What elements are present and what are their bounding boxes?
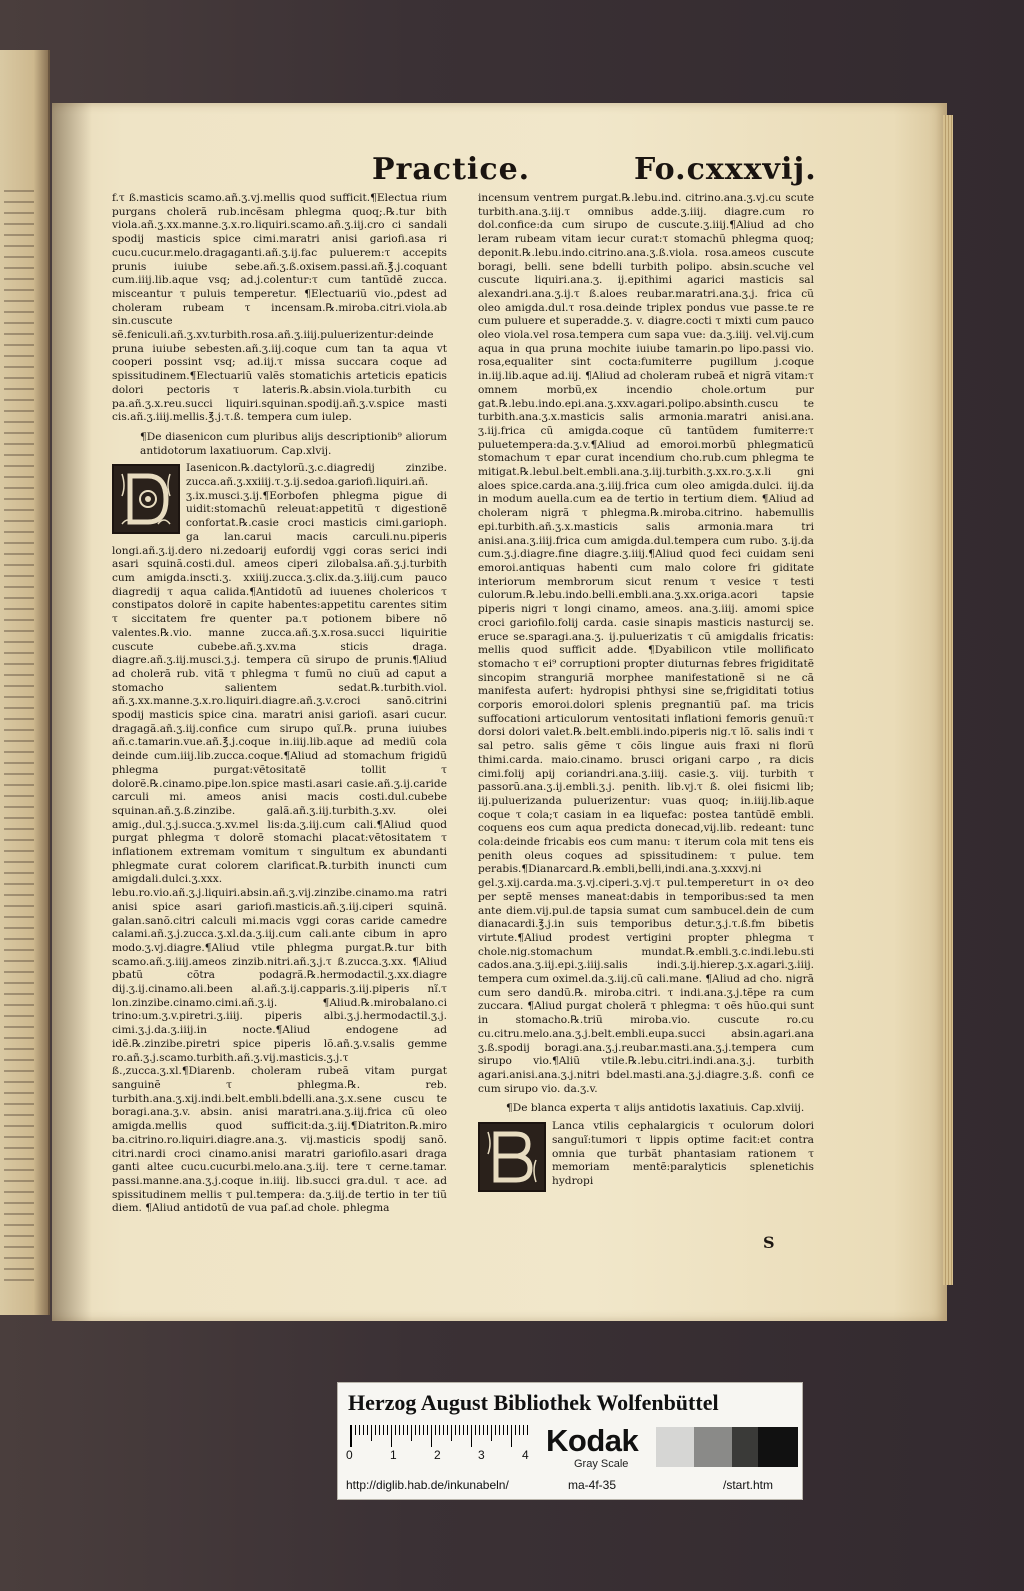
- ruler-number: 3: [478, 1448, 485, 1462]
- ruler-tick: [511, 1425, 512, 1447]
- left-paragraph-2: Iasenicon.℞.dactylorũ.ʒ.c.diagredij zinzibe. zucca.añ.ʒ.xxiiij.τ.ʒ.ij.sedoa.gariofi.liquiri.añ. ʒ.ix.musci.ʒ.ij.¶Eorbofen phlegma pigue di uidit:stomachũ releuat:appetitũ τ digestionẽ confortat.℞.casie croci masticis cimi.garioph. ga lan.carui macis carculi.nu.piperis longi.añ.ʒ.ij.dero ni.zedoarij eufordij vggi coras serici indi asari squinã.costi.dul. ameos ciperi zilobalsa.añ.ʒ.j.turbith cum amigda.inscti.ʒ. xxiiij.zucca.ʒ.clix.da.ʒ.iiij.cum pauco diagredij τ aqua calida.¶Antidotũ ad iuuenes cholericos τ constipatos dolorẽ in capite habentes:appetitu carentes sitim τ siccitatem fre quenter pa.τ potionem bibere nõ valentes.℞.vio. manne zucca.añ.ʒ.x.rosa.succi liquiritie cuscute cubebe.añ.ʒ.xv.ma sticis draga. diagre.añ.ʒ.iij.musci.ʒ.j. tempera cũ sirupo de prunis.¶Aliud ad cholerã rub. vitã τ phlegma τ fumũ no ciuũ ad caput a stomacho salientem sedat.℞.turbith.viol. añ.ʒ.xx.manne.ʒ.x.ro.liquiri.diagre.añ.ʒ.v.croci sanõ.citrini spodij masticis spice cina. maratri anisi garioſi. asari cucur. dragagã.añ.ʒ.iij.confice cum sirupo quĩ.℞. pruna iuiubes añ.c.tamarin.vue.añ.℥.j.coque in.iiij.lib.aque ad mediũ cola deinde cum.iiij.lib.zucca.coque.¶Aliud ad stomachum frigidũ phlegma purgat:vẽtositatẽ tollit τ dolorẽ.℞.cinamo.pipe.lon.spice masti.asari casie.añ.ʒ.ij.caride carculi mi. ameos anisi macis costi.dul.cubebe squinan.añ.ʒ.ß.zinzibe. galã.añ.ʒ.iij.turbith.ʒ.xv. olei amig.,dul.ʒ.j.succa.ʒ.xv.mel lis:da.ʒ.iij.cum cali.¶Aliud quod purgat phlegma τ dolorẽ stomachi placat:vẽtositatem τ inflationem extremam vomitum τ singultum ex abundanti phlegmate curat colorem clarificat.℞.turbith inuncti cum amigdali.dulci.ʒ.xxx. lebu.ro.vio.añ.ʒ.j.liquiri.absin.añ.ʒ.vij.zinzibe.cinamo.ma ratri anisi spice asari gariofi.masticis.añ.ʒ.iij.ciperi squinã. galan.sanõ.citri calculi mi.macis vggi coras caride camedre calami.añ.ʒ.j.zucca.ʒ.xl.da.ʒ.iij.cum cali.ante cibum in apro modo.ʒ.vj.diagre.¶Aliud vtile phlegma purgat.℞.tur bith scamo.añ.ʒ.iiij.ameos zinzib.nitri.añ.ʒ.j.τ ß.zucca.ʒ.xx. ¶Aliud pbatũ cõtra podagrã.℞.hermodactil.ʒ.xx.diagre dij.ʒ.ij.cinamo.ali.been al.añ.ʒ.ij.capparis.ʒ.iij.piperis nĩ.τ lon.zinzibe.cinamo.cimi.añ.ʒ.ij. ¶Aliud.℞.mirobalano.ci trino:um.ʒ.v.piretri.ʒ.iiij. piperis albi.ʒ.j.hermodactil.ʒ.j. cimi.ʒ.j.da.ʒ.iiij.in nocte.¶Aliud endogene ad idẽ.℞.zinzibe.piretri spice piperis lõ.añ.ʒ.v.salis gemme ro.añ.ʒ.j.scamo.turbith.añ.ʒ.vij.masticis.ʒ.j.τ ß.,zucca.ʒ.xl.¶Diarenb. choleram rubeã vitam purgat sanguinẽ τ phlegma.℞. reb. turbith.ana.ʒ.xij.indi.belt.embli.bdelli.ana.ʒ.x.sene cuscu te boragi.ana.ʒ.v. absin. anisi maratri.ana.ʒ.iij.frica cũ oleo amigda.mellis quod sufficit:da.ʒ.iij.¶Diatriton.℞.miro ba.citrino.ro.liquiri.diagre.ana.ʒ. vij.masticis spodij sanõ. citri.nardi croci cinamo.anisi maratri gariofilo.asari draga ganti altee cucu.cucurbi.melo.ana.ʒ.iij. tere τ cerne.tamar. passi.manne.ana.ʒ.j.coque in.iiij. lib.succi gra.dul. τ ace. ad spissitudinem mellis τ pul.tempera: da.ʒ.iij.de tertio in ter tiũ diem. ¶Aliud antidotũ de vua paſ.ad chole. phlegma: [112, 462, 447, 1215]
- ruler-tick: [371, 1425, 372, 1441]
- ruler-tick: [447, 1425, 448, 1435]
- ruler-tick: [411, 1425, 412, 1441]
- page-stack-edge: [943, 115, 953, 1285]
- decorated-initial-b: [478, 1122, 546, 1192]
- ruler-tick: [391, 1425, 392, 1447]
- ruler-tick: [443, 1425, 444, 1435]
- ruler-tick: [395, 1425, 396, 1435]
- ruler-tick: [451, 1425, 452, 1441]
- ruler-tick: [387, 1425, 388, 1435]
- ruler-numbers: [346, 1448, 546, 1462]
- ruler-tick: [363, 1425, 364, 1435]
- gray-swatch-1: [656, 1427, 696, 1467]
- ruler-tick: [499, 1425, 500, 1435]
- left-paragraph-1: f.τ ß.masticis scamo.añ.ʒ.vj.mellis quod sufficit.¶Electua rium purgans cholerã rub.incẽsam phlegma quoq;.℞.tur bith viola.añ.ʒ.xx.manne.ʒ.x.ro.liquiri.scamo.añ.ʒ.iij.cro ci sandali spodij masticis spice cimi.maratri anisi gariofi.asa ri cucu.cucur.melo.dragaganti.añ.ʒ.ij.fac puluerem:τ accepits prunis iuiube sebe.añ.ʒ.ß.oxisem.passi.añ.℥.j.coquant cum.iiij.lib.aque vsq; ad.j.colentur:τ cum tantũdẽ zucca. misceantur τ puluis temperetur. ¶Electuariũ vio.,pdest ad choleram rubeam τ incensam.℞.miroba.citri.viola.ab sin.cuscute sẽ.feniculi.añ.ʒ.xv.turbith.rosa.añ.ʒ.iiij.puluerizentur:deinde pruna iuiube sebesten.añ.ʒ.iij.coque cum tan ta aqua vt cooperi possint vsq; ad.iij.τ missa succara coque ad spissitudinem.¶Electuariũ valẽs stomatichis arteticis epaticis dolori pectoris τ lateris.℞.absin.viola.turbith cu pa.añ.ʒ.x.reu.succi liquiri.squinan.spodij.añ.ʒ.v.spice masti cis.añ.ʒ.iiij.mellis.℥.j.τ.ß. tempera cum iulep.: [112, 192, 447, 424]
- ruler-tick: [503, 1425, 504, 1435]
- ruler-number: 0: [346, 1448, 353, 1462]
- right-text-column: [478, 192, 814, 1192]
- floral-initial-icon: [114, 466, 178, 532]
- facing-page-edge: [0, 50, 50, 1315]
- chapter-heading-47-cap: Cap.xlvij.: [281, 444, 332, 457]
- ruler-tick: [379, 1425, 380, 1435]
- ruler-number: 1: [390, 1448, 397, 1462]
- ruler-tick: [515, 1425, 516, 1435]
- ruler-number: 2: [434, 1448, 441, 1462]
- chapter-heading-48-cap: Cap.xlviij.: [750, 1102, 805, 1115]
- ruler-tick: [403, 1425, 404, 1435]
- ruler-tick: [407, 1425, 408, 1435]
- ruler-tick: [495, 1425, 496, 1435]
- gray-scale-label: Gray Scale: [574, 1458, 629, 1470]
- ruler-tick: [431, 1425, 432, 1447]
- ruler-tick: [415, 1425, 416, 1435]
- ruler-tick: [375, 1425, 376, 1435]
- library-color-card: [337, 1382, 803, 1500]
- ruler-tick: [383, 1425, 384, 1435]
- ruler-tick: [439, 1425, 440, 1435]
- chapter-heading-48: [506, 1102, 814, 1116]
- right-paragraph-1: incensum ventrem purgat.℞.lebu.ind. citrino.ana.ʒ.vj.cu scute turbith.ana.ʒ.iij.τ omnibus adde.ʒ.iiij. diagre.cum ro dol.confice:da cum sirupo de cuscute.ʒ.iiij.¶Aliud ad cho leram rubeam vitam iecur curat:τ stomachũ phlegma quoq; deponit.℞.lebu.indo.citrino.ana.ʒ.ß.viola. rosa.ameos cuscute boragi, belli. sene bdelli turbith polipo. absin.scuche vel cuscute liquiri.ana.ʒ. ij.epithimi agarici masticis sal alexandri.ana.ʒ.ij.τ ß.aloes reubar.maratri.ana.ʒ.j. frica cũ oleo amigda.dul.τ rosa.deinde triplex pondus vue passe.te re cum puluere et superadde.ʒ. v. diagre.cocti τ mixti cum pauco oleo viola.vel rosa.tempera cum sapa vue: da.ʒ.iiij. vel.vij.cum aqua in qua pruna mochite iuiube tamarin.po lipo.passi vio. rosa,equaliter sint cocta:fumiterre pugillum j.coque in.iij.lib.aque ad.iij. ¶Aliud ad choleram rubeã et nigrã vitam:τ omnem morbũ,ex incendio chole.ortum pur gat.℞.lebu.indo.epi.ana.ʒ.xxv.agari.polipo.absinth.cuscu te turbith.ana.ʒ.x.masticis salis armonia.maratri anisi.ana. ʒ.iij.frica cũ amigda.coque cũ tantũdem fumiterre:τ puluetempera:da.ʒ.v.¶Aliud ad emoroi.morbũ phlegmaticũ stomachum τ epar curat incendium cho.rub.cum phlegma te mitigat.℞.lebul.belt.embli.ana.ʒ.iij.turbith.ʒ.xx.ro.ʒ.x.li gni aloes spice.carda.ana.ʒ.iiij.frica cum oleo amigda.dulci. iij.da in modum auella.cum ea de tertio in tertium diem. ¶Aliud ad choleram nigrã τ phlegma.℞.miroba.citrino. habemullis epi.turbith.añ.ʒ.x.masticis salis armonia.mara tri anisi.ana.ʒ.iiij.frica cum amigda.dul.tempera cum rubo. ʒ.ij.da cum.ʒ.j.diagre.fine diagre.ʒ.iiij.¶Aliud quod feci cuidam seni emoroi.antiquas habenti cum malo colore fri giditate interiorum membrorum sicut renum τ vesice τ testi culorum.℞.lebu.indo.belli.embli.ana.ʒ.xx.origa.acori tapsie piperis nigri τ longi cinamo, ameos. ana.ʒ.iiij. amomi spice croci gariofilo.folij carda. casie sinapis masticis nasturcij se. eruce se.sparagi.ana.ʒ. ij.puluerizatis τ cũ amigdalis fricatis: mellis quod sufficit adde. ¶Dyabilicon vtile mollificato stomacho τ ei⁹ corruptioni propter diuturnas febres frigiditatẽ sincopim stranguriã morphee manifestationẽ si ne cã manifesta aufert: hydropisi phthysi sine se,frigiditati totius corporis emoroi.dolori splenis pregnantiũ paſ. ma tricis suffocationi articulorum ventositati inflationi femoris genuũ:τ dorsi dolori valet.℞.belt.embli.indo.piperis nig.τ lõ. salis indi τ sal petro. salis gẽme τ cõis lingue auis fraxi ni florũ thimi.carda. maio.cinamo. brusci origani carpo , ra dicis cimi.folij apij coriandri.ana.ʒ.iiij. casie.ʒ. viij. turbith τ passorũ.ana.ʒ.ij.embli.ʒ.j. penith. lib.vj.τ ß. olei fisicmi lib; iij.puluerizanda puluerizentur: vuas quoq; in.iiij.lib.aque coque τ cola;τ casiam in ea liquefac: postea tantũdẽ embli. coquens eos cum aqua predicta donecad,vij.lib. redeant: tunc cola:deinde fricabis eos cum manu: τ iterum cola mit tens eis penith oleus coques ad spissitudinem: τ pulue. tem perabis.¶Dianarcard.℞.embli,belli,indi.ana.ʒ.xxxvj.ni gel.ʒ.xij.carda.ma.ʒ.vj.ciperi.ʒ.vj.τ pul.tempereturτ in oꝛ deo per septẽ menses maneat:dabis in temporibus:sed ta men ante diem.vij.pul.de tapsia sumat cum sambucel.dein de cum dianacardi.℥.j.in suis temporibus detur.ʒ.j.τ.ß.fm bibetis virtute.¶Aliud prodest vertigini propter phlegma τ chole.nig.stomachum mundat.℞.embli.ʒ.c.indi.lebu.sti cados.ana.ʒ.iij.epi.ʒ.iiij.salis indi.ʒ.ij.hierep.ʒ.x.agari.ʒ.iiij. tempera cum oximel.da.ʒ.iij.cũ cali.mane. ¶Aliud ad cho. nigrã cum sero dandũ.℞. miroba.citri. τ indi.ana.ʒ.j.tẽpe ra cum zuccara. ¶Aliud purgat cholerã τ phlegma: τ oẽs hũo.qui sunt in stomacho.℞.triũ miroba.vio. cuscute ro.cu cu.citru.melo.ana.ʒ.j.belt.embli.eupa.succi absin.agari.ana ʒ.ß.spodij boragi.ana.ʒ.j.reubar.masti.ana.ʒ.j.tempera cum sirupo vio.¶Aliũ vtile.℞.lebu.citri.indi.ana.ʒ.j. turbith agari.anisi.ana.ʒ.j.nitri bdel.masti.ana.ʒ.j.diagre.ʒ.ß. confi ce cum sirupo vio. da.ʒ.v.: [478, 192, 814, 1095]
- measurement-ruler: [350, 1425, 531, 1447]
- ruler-tick: [427, 1425, 428, 1435]
- gray-swatch-2: [694, 1427, 734, 1467]
- chapter-heading-48-text: ¶De blanca experta τ alijs antidotis laxatiuis.: [506, 1102, 748, 1115]
- ruler-tick: [367, 1425, 368, 1435]
- running-head-title: Practice.: [372, 152, 531, 187]
- ruler-tick: [459, 1425, 460, 1435]
- ruler-tick: [351, 1425, 352, 1447]
- library-name: Herzog August Bibliothek Wolfenbüttel: [348, 1390, 719, 1415]
- right-paragraph-2: Lanca vtilis cephalargicis τ oculorum dolori sanguĩ:tumori τ lippis optime facit:et contra omnia que turbãt phantasiam rationem τ memoriam mentẽ:paralyticis splenetichis hydropi: [552, 1120, 814, 1187]
- gray-swatch-4: [758, 1427, 798, 1467]
- ruler-tick: [487, 1425, 488, 1435]
- ruler-number: 4: [522, 1448, 529, 1462]
- facing-page-text-shadow: [4, 190, 34, 1290]
- ruler-tick: [455, 1425, 456, 1435]
- chapter-heading-47-text: ¶De diasenicon cum pluribus alijs descriptionib⁹ aliorum antidotorum laxatiuorum.: [140, 430, 447, 457]
- digital-library-url[interactable]: http://diglib.hab.de/inkunabeln/: [346, 1478, 509, 1492]
- ruler-tick: [419, 1425, 420, 1435]
- decorated-initial-d: [112, 464, 180, 534]
- ruler-tick: [355, 1425, 356, 1435]
- ruler-tick: [523, 1425, 524, 1435]
- ruler-tick: [423, 1425, 424, 1435]
- ruler-tick: [483, 1425, 484, 1435]
- ruler-tick: [491, 1425, 492, 1441]
- floral-initial-icon: [480, 1124, 544, 1190]
- left-text-column: [112, 192, 447, 1216]
- ruler-tick: [463, 1425, 464, 1435]
- ruler-tick: [471, 1425, 472, 1447]
- kodak-logo: Kodak: [546, 1423, 639, 1458]
- ruler-tick: [527, 1425, 528, 1435]
- shelfmark: ma-4f-35: [568, 1478, 617, 1492]
- ruler-tick: [359, 1425, 360, 1435]
- ruler-tick: [519, 1425, 520, 1435]
- ruler-tick: [435, 1425, 436, 1435]
- gutter-shadow: [52, 103, 92, 1321]
- running-head-folio: Fo.cxxxvij.: [634, 152, 817, 187]
- ruler-tick: [475, 1425, 476, 1435]
- start-link[interactable]: /start.htm: [723, 1478, 774, 1492]
- ruler-tick: [479, 1425, 480, 1435]
- chapter-heading-47: [140, 431, 447, 458]
- ruler-tick: [399, 1425, 400, 1435]
- ruler-tick: [467, 1425, 468, 1435]
- ruler-tick: [507, 1425, 508, 1435]
- signature-mark: S: [763, 1233, 775, 1252]
